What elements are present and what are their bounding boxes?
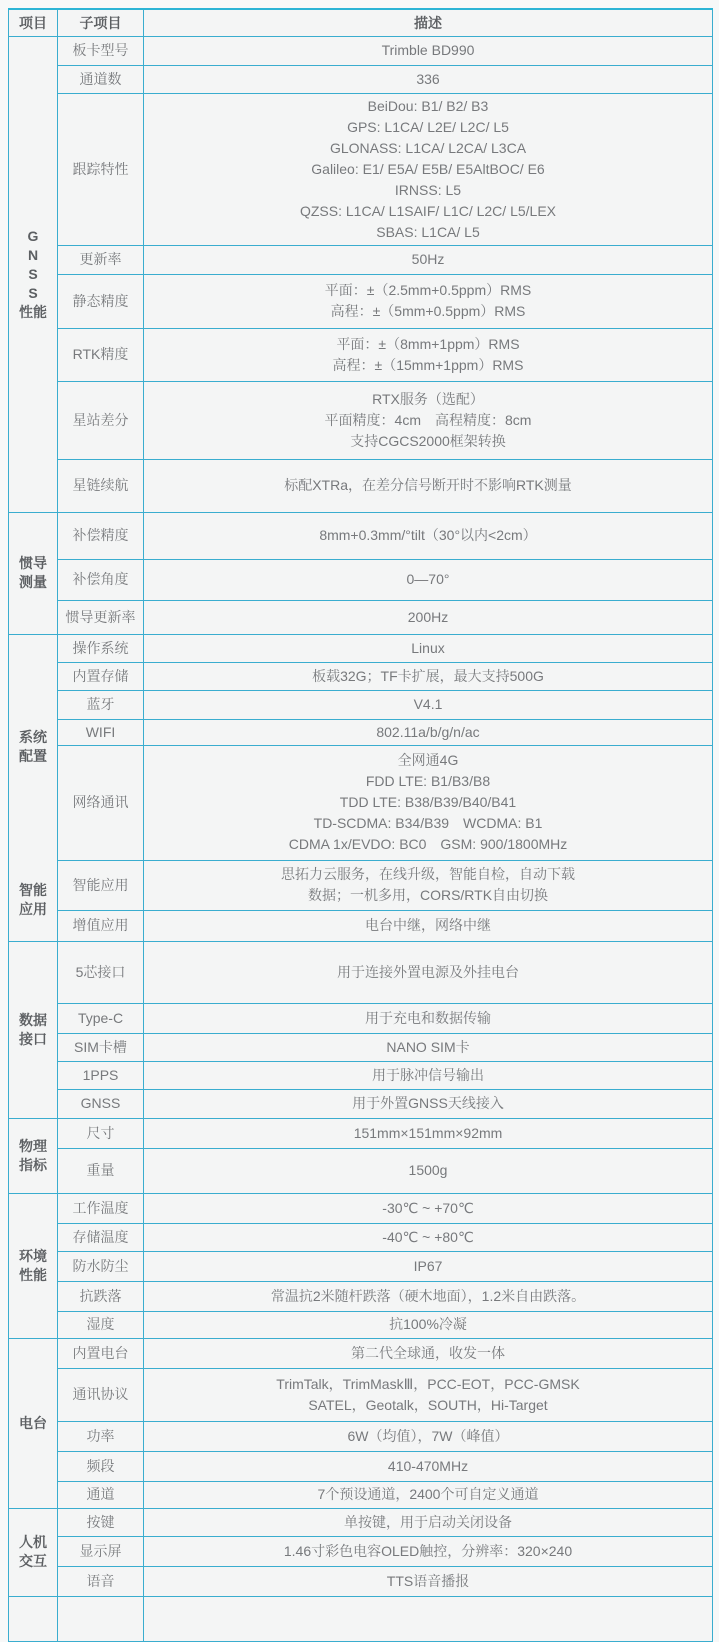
subitem-cell: 工作温度 bbox=[58, 1193, 144, 1223]
description-line: 单按键，用于启动关闭设备 bbox=[344, 1513, 512, 1530]
description-cell bbox=[144, 65, 713, 93]
item-group-label-line: 物理 bbox=[19, 1137, 47, 1154]
description-cell bbox=[144, 245, 713, 274]
item-group-cell bbox=[9, 1508, 58, 1596]
description-cell bbox=[144, 1281, 713, 1311]
description-cell bbox=[144, 1193, 713, 1223]
spec-row bbox=[9, 910, 713, 941]
description-line: GLONASS: L1CA/ L2CA/ L3CA bbox=[329, 139, 527, 156]
description-cell bbox=[144, 381, 713, 459]
item-group-label-line: G bbox=[27, 227, 39, 244]
spec-row bbox=[9, 1193, 713, 1223]
subitem-cell bbox=[58, 1596, 144, 1641]
description-cell bbox=[144, 1451, 713, 1481]
description-line: 平面：±（2.5mm+0.5ppm）RMS bbox=[324, 282, 532, 298]
description-line: -30℃ ~ +70℃ bbox=[382, 1199, 474, 1216]
description-line: 第二代全球通，收发一体 bbox=[351, 1344, 505, 1361]
item-group-cell bbox=[9, 512, 58, 634]
description-cell bbox=[144, 1421, 713, 1451]
subitem-cell: 更新率 bbox=[58, 245, 144, 274]
description-line: Galileo: E1/ E5A/ E5B/ E5AltBOC/ E6 bbox=[311, 160, 545, 177]
spec-row bbox=[9, 1566, 713, 1596]
description-line: TrimTalk，TrimMaskⅢ，PCC-EOT，PCC-GMSK bbox=[276, 1375, 580, 1392]
spec-table-body bbox=[9, 36, 713, 1641]
description-line: 410-470MHz bbox=[387, 1457, 469, 1474]
description-line: TD-SCDMA: B34/B39 WCDMA: B1 bbox=[313, 815, 543, 831]
description-line: Linux bbox=[411, 639, 445, 656]
description-line: 支持CGCS2000框架转换 bbox=[350, 432, 506, 449]
spec-table bbox=[8, 8, 713, 1642]
description-cell bbox=[144, 1368, 713, 1421]
subitem-cell: 静态精度 bbox=[58, 274, 144, 328]
description-line: 0—70° bbox=[406, 571, 450, 587]
subitem-cell: 显示屏 bbox=[58, 1536, 144, 1566]
description-line: 8mm+0.3mm/°tilt（30°以内<2cm） bbox=[319, 527, 537, 543]
header-cell-description: 描述 bbox=[144, 9, 713, 36]
subitem-cell: SIM卡槽 bbox=[58, 1033, 144, 1061]
description-line: 抗100%冷凝 bbox=[389, 1316, 467, 1332]
description-cell bbox=[144, 1148, 713, 1193]
description-cell bbox=[144, 274, 713, 328]
spec-row bbox=[9, 662, 713, 690]
description-line: BeiDou: B1/ B2/ B3 bbox=[367, 97, 489, 114]
item-group-cell bbox=[9, 860, 58, 941]
description-cell bbox=[144, 634, 713, 662]
page bbox=[8, 8, 713, 1642]
spec-row bbox=[9, 328, 713, 381]
spec-row bbox=[9, 860, 713, 910]
item-group-label-line: 智能 bbox=[19, 882, 47, 899]
subitem-cell: 功率 bbox=[58, 1421, 144, 1451]
description-cell bbox=[144, 93, 713, 245]
spec-row bbox=[9, 719, 713, 745]
subitem-cell: 增值应用 bbox=[58, 910, 144, 941]
description-cell bbox=[144, 745, 713, 860]
description-line: FDD LTE: B1/B3/B8 bbox=[365, 773, 491, 789]
item-group-label-line: 测量 bbox=[19, 574, 47, 590]
description-line: V4.1 bbox=[413, 696, 443, 712]
description-cell bbox=[144, 690, 713, 719]
description-line: 336 bbox=[416, 70, 440, 87]
description-line: 高程：±（5mm+0.5ppm）RMS bbox=[330, 303, 526, 319]
description-line: 用于外置GNSS天线接入 bbox=[352, 1095, 504, 1111]
description-cell bbox=[144, 1251, 713, 1281]
item-group-cell bbox=[9, 36, 58, 512]
spec-row bbox=[9, 1338, 713, 1368]
subitem-cell: 操作系统 bbox=[58, 634, 144, 662]
subitem-cell: 跟踪特性 bbox=[58, 93, 144, 245]
description-line: 平面：±（8mm+1ppm）RMS bbox=[336, 335, 520, 352]
description-line: 1.46寸彩色电容OLED触控，分辨率：320×240 bbox=[283, 1542, 573, 1559]
description-line: 思拓力云服务，在线升级，智能自检，自动下载 bbox=[281, 866, 575, 882]
item-group-label-line: 环境 bbox=[19, 1247, 47, 1264]
spec-row bbox=[9, 274, 713, 328]
description-line: IRNSS: L5 bbox=[394, 181, 462, 198]
spec-row bbox=[9, 1089, 713, 1118]
subitem-cell: 按键 bbox=[58, 1508, 144, 1536]
spec-row bbox=[9, 745, 713, 860]
subitem-cell: 通道数 bbox=[58, 65, 144, 93]
description-line: -40℃ ~ +80℃ bbox=[382, 1228, 474, 1245]
description-line: TTS语音播报 bbox=[386, 1572, 470, 1589]
spec-row bbox=[9, 1481, 713, 1508]
spec-row bbox=[9, 690, 713, 719]
item-group-label-line: 性能 bbox=[19, 303, 47, 320]
subitem-cell: 5芯接口 bbox=[58, 941, 144, 1003]
subitem-cell: WIFI bbox=[58, 719, 144, 745]
spec-row bbox=[9, 65, 713, 93]
item-group-label-line: 应用 bbox=[19, 901, 47, 918]
description-line: RTX服务（选配） bbox=[372, 390, 484, 407]
spec-row bbox=[9, 1003, 713, 1033]
description-line: 802.11a/b/g/n/ac bbox=[376, 723, 480, 740]
subitem-cell: 智能应用 bbox=[58, 860, 144, 910]
description-cell bbox=[144, 1508, 713, 1536]
spec-row bbox=[9, 1148, 713, 1193]
description-cell bbox=[144, 328, 713, 381]
description-cell bbox=[144, 1596, 713, 1641]
description-cell bbox=[144, 1118, 713, 1148]
description-cell bbox=[144, 719, 713, 745]
description-cell bbox=[144, 1223, 713, 1251]
description-line: IP67 bbox=[413, 1257, 443, 1274]
description-line: 50Hz bbox=[411, 251, 445, 267]
subitem-cell: 尺寸 bbox=[58, 1118, 144, 1148]
description-cell bbox=[144, 1481, 713, 1508]
description-line: QZSS: L1CA/ L1SAIF/ L1C/ L2C/ L5/LEX bbox=[299, 202, 556, 219]
spec-row bbox=[9, 1451, 713, 1481]
description-cell bbox=[144, 1003, 713, 1033]
subitem-cell: 1PPS bbox=[58, 1061, 144, 1089]
description-line: 用于充电和数据传输 bbox=[365, 1009, 491, 1026]
header-cell-item: 项目 bbox=[9, 9, 58, 36]
subitem-cell: 存储温度 bbox=[58, 1223, 144, 1251]
description-line: 标配XTRa，在差分信号断开时不影响RTK测量 bbox=[284, 477, 572, 493]
description-cell bbox=[144, 36, 713, 65]
subitem-cell: 防水防尘 bbox=[58, 1251, 144, 1281]
subitem-cell: GNSS bbox=[58, 1089, 144, 1118]
description-cell bbox=[144, 860, 713, 910]
description-line: 平面精度：4cm 高程精度：8cm bbox=[324, 411, 532, 428]
subitem-cell: 蓝牙 bbox=[58, 690, 144, 719]
description-cell bbox=[144, 559, 713, 600]
description-line: 电台中继，网络中继 bbox=[365, 917, 491, 933]
spec-row bbox=[9, 1251, 713, 1281]
item-group-cell bbox=[9, 941, 58, 1118]
description-line: SATEL，Geotalk，SOUTH，Hi-Target bbox=[308, 1396, 548, 1413]
subitem-cell: 补偿角度 bbox=[58, 559, 144, 600]
spec-row bbox=[9, 1536, 713, 1566]
description-cell bbox=[144, 1311, 713, 1338]
subitem-cell: RTK精度 bbox=[58, 328, 144, 381]
description-cell bbox=[144, 941, 713, 1003]
description-cell bbox=[144, 1089, 713, 1118]
description-cell bbox=[144, 1338, 713, 1368]
subitem-cell: 网络通讯 bbox=[58, 745, 144, 860]
spec-row bbox=[9, 1508, 713, 1536]
item-group-label-line: 性能 bbox=[19, 1266, 47, 1283]
spec-row bbox=[9, 1118, 713, 1148]
spec-row bbox=[9, 634, 713, 662]
spec-row bbox=[9, 1421, 713, 1451]
subitem-cell: 惯导更新率 bbox=[58, 600, 144, 634]
description-line: 6W（均值），7W（峰值） bbox=[347, 1427, 509, 1444]
spec-row bbox=[9, 941, 713, 1003]
item-group-label-line: 接口 bbox=[19, 1030, 47, 1047]
item-group-cell bbox=[9, 1338, 58, 1508]
subitem-cell: 抗跌落 bbox=[58, 1281, 144, 1311]
subitem-cell: 通道 bbox=[58, 1481, 144, 1508]
subitem-cell: 频段 bbox=[58, 1451, 144, 1481]
subitem-cell: 内置电台 bbox=[58, 1338, 144, 1368]
description-cell bbox=[144, 662, 713, 690]
description-line: 200Hz bbox=[407, 608, 449, 625]
item-group-cell bbox=[9, 634, 58, 860]
item-group-cell bbox=[9, 1596, 58, 1641]
spec-row bbox=[9, 1281, 713, 1311]
spec-row bbox=[9, 1596, 713, 1641]
spec-row bbox=[9, 459, 713, 512]
subitem-cell: 语音 bbox=[58, 1566, 144, 1596]
description-line: Trimble BD990 bbox=[381, 42, 475, 58]
subitem-cell: 补偿精度 bbox=[58, 512, 144, 559]
subitem-cell: Type-C bbox=[58, 1003, 144, 1033]
item-group-label-line: S bbox=[28, 284, 38, 301]
spec-row bbox=[9, 36, 713, 65]
spec-row bbox=[9, 512, 713, 559]
item-group-label-line: 配置 bbox=[19, 748, 47, 765]
subitem-cell: 重量 bbox=[58, 1148, 144, 1193]
spec-row bbox=[9, 600, 713, 634]
description-line: TDD LTE: B38/B39/B40/B41 bbox=[339, 794, 517, 810]
item-group-label-line: 人机 bbox=[19, 1534, 47, 1550]
item-group-label-line: 惯导 bbox=[19, 555, 47, 571]
description-cell bbox=[144, 1033, 713, 1061]
description-line: NANO SIM卡 bbox=[386, 1038, 470, 1055]
description-cell bbox=[144, 600, 713, 634]
subitem-cell: 星站差分 bbox=[58, 381, 144, 459]
subitem-cell: 内置存储 bbox=[58, 662, 144, 690]
spec-row bbox=[9, 1368, 713, 1421]
description-line: 7个预设通道，2400个可自定义通道 bbox=[317, 1486, 539, 1502]
spec-row bbox=[9, 1311, 713, 1338]
item-group-label-line: 交互 bbox=[19, 1553, 47, 1569]
spec-row bbox=[9, 381, 713, 459]
description-line: 用于脉冲信号输出 bbox=[372, 1066, 484, 1083]
subitem-cell: 湿度 bbox=[58, 1311, 144, 1338]
header-row bbox=[9, 9, 713, 36]
item-group-cell bbox=[9, 1193, 58, 1338]
item-group-label-line: 系统 bbox=[19, 729, 47, 746]
description-line: 全网通4G bbox=[397, 752, 459, 768]
description-line: 1500g bbox=[408, 1162, 448, 1178]
subitem-cell: 星链续航 bbox=[58, 459, 144, 512]
spec-row bbox=[9, 1223, 713, 1251]
header-cell-subitem: 子项目 bbox=[58, 9, 144, 36]
description-line: CDMA 1x/EVDO: BC0 GSM: 900/1800MHz bbox=[288, 836, 568, 852]
item-group-label-line: N bbox=[27, 246, 39, 263]
description-line: 常温抗2米随杆跌落（硬木地面），1.2米自由跌落。 bbox=[270, 1287, 586, 1304]
description-line: 用于连接外置电源及外挂电台 bbox=[337, 963, 519, 980]
item-group-label-line: 指标 bbox=[19, 1156, 47, 1173]
description-cell bbox=[144, 512, 713, 559]
spec-row bbox=[9, 559, 713, 600]
item-group-label-line: S bbox=[28, 265, 38, 282]
description-cell bbox=[144, 459, 713, 512]
description-cell bbox=[144, 910, 713, 941]
description-cell bbox=[144, 1061, 713, 1089]
subitem-cell: 板卡型号 bbox=[58, 36, 144, 65]
description-line: 板载32G；TF卡扩展，最大支持500G bbox=[312, 667, 544, 684]
spec-row bbox=[9, 245, 713, 274]
item-group-cell bbox=[9, 1118, 58, 1193]
description-line: GPS: L1CA/ L2E/ L2C/ L5 bbox=[347, 118, 509, 135]
spec-row bbox=[9, 1033, 713, 1061]
spec-row bbox=[9, 93, 713, 245]
subitem-cell: 通讯协议 bbox=[58, 1368, 144, 1421]
description-line: 高程：±（15mm+1ppm）RMS bbox=[332, 356, 524, 373]
description-line: SBAS: L1CA/ L5 bbox=[376, 223, 480, 240]
spec-row bbox=[9, 1061, 713, 1089]
description-line: 151mm×151mm×92mm bbox=[353, 1124, 503, 1141]
item-group-label-line: 数据 bbox=[19, 1011, 47, 1028]
description-cell bbox=[144, 1566, 713, 1596]
description-cell bbox=[144, 1536, 713, 1566]
description-line: 数据；一机多用，CORS/RTK自由切换 bbox=[307, 887, 549, 903]
item-group-label-line: 电台 bbox=[19, 1414, 47, 1431]
